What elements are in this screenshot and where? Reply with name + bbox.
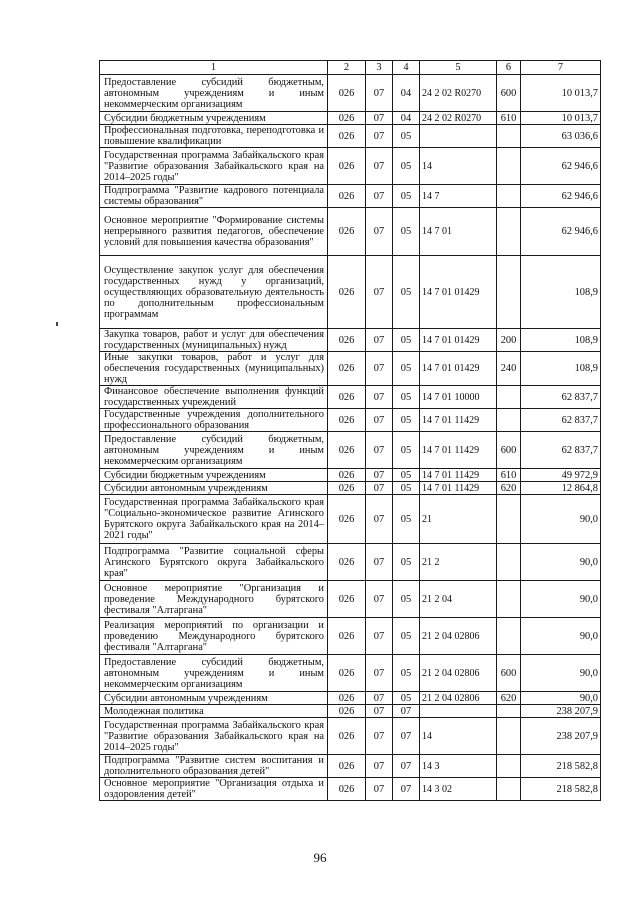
section-code: 07 [366, 581, 393, 618]
subsection-code: 05 [393, 352, 420, 386]
subsection-code: 05 [393, 185, 420, 208]
subsection-code: 05 [393, 495, 420, 544]
table-row [100, 618, 601, 655]
row-name: Государственные учреждения дополнительного профессионального образования [100, 409, 328, 432]
expense-type-code: 240 [497, 352, 521, 386]
expense-type-code: 620 [497, 692, 521, 705]
target-article-code: 14 [420, 718, 497, 755]
row-name: Предоставление субсидий бюджетным, автономным учреждениям и иным некоммерческим организациям [100, 75, 328, 112]
table-row [100, 778, 601, 801]
ved-code: 026 [328, 208, 366, 256]
row-name: Реализация мероприятий по организации и проведению Международного бурятского фестиваля "Алтаргана" [100, 618, 328, 655]
row-name: Финансовое обеспечение выполнения функций государственных учреждений [100, 386, 328, 409]
target-article-code: 14 [420, 148, 497, 185]
expense-type-code [497, 148, 521, 185]
subsection-code: 05 [393, 655, 420, 692]
ved-code: 026 [328, 432, 366, 469]
table-row [100, 208, 601, 256]
expense-type-code [497, 386, 521, 409]
table-row [100, 432, 601, 469]
subsection-code: 05 [393, 482, 420, 495]
ved-code: 026 [328, 544, 366, 581]
subsection-code: 04 [393, 75, 420, 112]
ved-code: 026 [328, 778, 366, 801]
table-row [100, 692, 601, 705]
expense-type-code: 610 [497, 469, 521, 482]
amount: 90,0 [521, 655, 601, 692]
subsection-code: 05 [393, 581, 420, 618]
ved-code: 026 [328, 112, 366, 125]
table-row [100, 581, 601, 618]
table-header-row [100, 61, 601, 75]
ved-code: 026 [328, 495, 366, 544]
table-row [100, 655, 601, 692]
target-article-code: 21 2 04 02806 [420, 655, 497, 692]
section-code: 07 [366, 469, 393, 482]
row-name: Субсидии автономным учреждениям [100, 482, 328, 495]
target-article-code: 21 [420, 495, 497, 544]
target-article-code: 14 7 01 [420, 208, 497, 256]
row-name: Субсидии бюджетным учреждениям [100, 469, 328, 482]
amount: 218 582,8 [521, 755, 601, 778]
expense-type-code: 600 [497, 75, 521, 112]
row-name: Подпрограмма "Развитие систем воспитания и дополнительного образования детей" [100, 755, 328, 778]
subsection-code: 05 [393, 692, 420, 705]
expense-type-code: 200 [497, 329, 521, 352]
row-name: Субсидии автономным учреждениям [100, 692, 328, 705]
section-code: 07 [366, 352, 393, 386]
row-name: Основное мероприятие "Организация и проведение Международного бурятского фестиваля "Алтаргана" [100, 581, 328, 618]
budget-table [99, 60, 601, 801]
target-article-code: 24 2 02 R0270 [420, 75, 497, 112]
amount: 62 946,6 [521, 148, 601, 185]
table-row [100, 148, 601, 185]
ved-code: 026 [328, 185, 366, 208]
subsection-code: 05 [393, 148, 420, 185]
table-row [100, 718, 601, 755]
section-code: 07 [366, 705, 393, 718]
expense-type-code: 600 [497, 432, 521, 469]
ved-code: 026 [328, 469, 366, 482]
ved-code: 026 [328, 618, 366, 655]
subsection-code: 05 [393, 256, 420, 329]
amount: 108,9 [521, 352, 601, 386]
section-code: 07 [366, 185, 393, 208]
target-article-code: 14 7 01 10000 [420, 386, 497, 409]
expense-type-code [497, 778, 521, 801]
expense-type-code [497, 544, 521, 581]
table-row [100, 705, 601, 718]
section-code: 07 [366, 544, 393, 581]
section-code: 07 [366, 409, 393, 432]
table-row [100, 755, 601, 778]
table-row [100, 329, 601, 352]
amount: 238 207,9 [521, 718, 601, 755]
section-code: 07 [366, 112, 393, 125]
row-name: Закупка товаров, работ и услуг для обеспечения государственных (муниципальных) нужд [100, 329, 328, 352]
scan-mark [56, 322, 58, 326]
section-code: 07 [366, 482, 393, 495]
target-article-code: 14 7 01 01429 [420, 352, 497, 386]
row-name: Подпрограмма "Развитие социальной сферы Агинского Бурятского округа Забайкальского края" [100, 544, 328, 581]
target-article-code: 14 7 [420, 185, 497, 208]
row-name: Государственная программа Забайкальского края "Развитие образования Забайкальского края на 2014–2025 годы" [100, 718, 328, 755]
row-name: Молодежная политика [100, 705, 328, 718]
subsection-code: 05 [393, 409, 420, 432]
target-article-code: 21 2 04 02806 [420, 692, 497, 705]
row-name: Профессиональная подготовка, переподготовка и повышение квалификации [100, 125, 328, 148]
row-name: Государственная программа Забайкальского края "Развитие образования Забайкальского края на 2014–2025 годы" [100, 148, 328, 185]
amount: 62 837,7 [521, 409, 601, 432]
amount: 62 837,7 [521, 432, 601, 469]
table-row [100, 256, 601, 329]
column-header: 7 [521, 61, 601, 75]
expense-type-code [497, 256, 521, 329]
amount: 10 013,7 [521, 75, 601, 112]
expense-type-code [497, 125, 521, 148]
table-row [100, 544, 601, 581]
target-article-code: 14 7 01 01429 [420, 256, 497, 329]
subsection-code: 07 [393, 755, 420, 778]
table-row [100, 125, 601, 148]
row-name: Субсидии бюджетным учреждениям [100, 112, 328, 125]
table-row [100, 469, 601, 482]
subsection-code: 05 [393, 386, 420, 409]
section-code: 07 [366, 778, 393, 801]
section-code: 07 [366, 148, 393, 185]
subsection-code: 05 [393, 432, 420, 469]
target-article-code [420, 125, 497, 148]
subsection-code: 07 [393, 718, 420, 755]
section-code: 07 [366, 618, 393, 655]
subsection-code: 07 [393, 705, 420, 718]
section-code: 07 [366, 125, 393, 148]
section-code: 07 [366, 718, 393, 755]
ved-code: 026 [328, 329, 366, 352]
amount: 63 036,6 [521, 125, 601, 148]
amount: 238 207,9 [521, 705, 601, 718]
expense-type-code [497, 755, 521, 778]
target-article-code [420, 705, 497, 718]
row-name: Основное мероприятие "Организация отдыха и оздоровления детей" [100, 778, 328, 801]
ved-code: 026 [328, 718, 366, 755]
target-article-code: 24 2 02 R0270 [420, 112, 497, 125]
target-article-code: 21 2 04 [420, 581, 497, 618]
target-article-code: 14 3 [420, 755, 497, 778]
ved-code: 026 [328, 386, 366, 409]
amount: 90,0 [521, 692, 601, 705]
target-article-code: 14 7 01 11429 [420, 469, 497, 482]
subsection-code: 07 [393, 778, 420, 801]
table-body [100, 75, 601, 801]
expense-type-code: 620 [497, 482, 521, 495]
section-code: 07 [366, 329, 393, 352]
section-code: 07 [366, 692, 393, 705]
ved-code: 026 [328, 352, 366, 386]
row-name: Подпрограмма "Развитие кадрового потенциала системы образования" [100, 185, 328, 208]
amount: 108,9 [521, 329, 601, 352]
row-name: Иные закупки товаров, работ и услуг для обеспечения государственных (муниципальных) нужд [100, 352, 328, 386]
subsection-code: 05 [393, 125, 420, 148]
expense-type-code [497, 208, 521, 256]
expense-type-code [497, 705, 521, 718]
subsection-code: 05 [393, 208, 420, 256]
column-header: 1 [100, 61, 328, 75]
amount: 218 582,8 [521, 778, 601, 801]
table-row [100, 386, 601, 409]
row-name: Предоставление субсидий бюджетным, автономным учреждениям и иным некоммерческим организациям [100, 432, 328, 469]
column-header: 4 [393, 61, 420, 75]
ved-code: 026 [328, 581, 366, 618]
target-article-code: 14 7 01 11429 [420, 409, 497, 432]
section-code: 07 [366, 208, 393, 256]
amount: 90,0 [521, 618, 601, 655]
amount: 108,9 [521, 256, 601, 329]
amount: 49 972,9 [521, 469, 601, 482]
amount: 62 946,6 [521, 185, 601, 208]
target-article-code: 14 7 01 11429 [420, 482, 497, 495]
amount: 12 864,8 [521, 482, 601, 495]
section-code: 07 [366, 755, 393, 778]
ved-code: 026 [328, 256, 366, 329]
ved-code: 026 [328, 655, 366, 692]
row-name: Государственная программа Забайкальского края "Социально-экономическое развитие Агинского Бурятского округа Забайкальского края на 2014–2021 годы" [100, 495, 328, 544]
table-row [100, 482, 601, 495]
amount: 90,0 [521, 581, 601, 618]
ved-code: 026 [328, 409, 366, 432]
table-row [100, 352, 601, 386]
ved-code: 026 [328, 75, 366, 112]
table-row [100, 495, 601, 544]
subsection-code: 04 [393, 112, 420, 125]
column-header: 6 [497, 61, 521, 75]
target-article-code: 14 3 02 [420, 778, 497, 801]
expense-type-code [497, 718, 521, 755]
subsection-code: 05 [393, 329, 420, 352]
section-code: 07 [366, 386, 393, 409]
table-row [100, 409, 601, 432]
ved-code: 026 [328, 692, 366, 705]
target-article-code: 14 7 01 11429 [420, 432, 497, 469]
ved-code: 026 [328, 755, 366, 778]
expense-type-code [497, 581, 521, 618]
section-code: 07 [366, 432, 393, 469]
amount: 10 013,7 [521, 112, 601, 125]
row-name: Основное мероприятие "Формирование системы непрерывного развития педагогов, обеспечение условий для повышения качества образования" [100, 208, 328, 256]
section-code: 07 [366, 495, 393, 544]
section-code: 07 [366, 655, 393, 692]
amount: 62 837,7 [521, 386, 601, 409]
subsection-code: 05 [393, 618, 420, 655]
ved-code: 026 [328, 148, 366, 185]
ved-code: 026 [328, 125, 366, 148]
expense-type-code [497, 495, 521, 544]
column-header: 3 [366, 61, 393, 75]
table-row [100, 112, 601, 125]
section-code: 07 [366, 75, 393, 112]
expense-type-code: 600 [497, 655, 521, 692]
subsection-code: 05 [393, 544, 420, 581]
row-name: Осуществление закупок услуг для обеспечения государственных нужд у организаций, осуществляющих образовательную деятельность по дополнительным профессиональным программам [100, 256, 328, 329]
section-code: 07 [366, 256, 393, 329]
amount: 90,0 [521, 495, 601, 544]
table-row [100, 75, 601, 112]
page-number: 96 [313, 850, 327, 865]
ved-code: 026 [328, 482, 366, 495]
column-header: 5 [420, 61, 497, 75]
amount: 90,0 [521, 544, 601, 581]
row-name: Предоставление субсидий бюджетным, автономным учреждениям и иным некоммерческим организациям [100, 655, 328, 692]
target-article-code: 14 7 01 01429 [420, 329, 497, 352]
column-header: 2 [328, 61, 366, 75]
subsection-code: 05 [393, 469, 420, 482]
amount: 62 946,6 [521, 208, 601, 256]
table-row [100, 185, 601, 208]
target-article-code: 21 2 [420, 544, 497, 581]
target-article-code: 21 2 04 02806 [420, 618, 497, 655]
expense-type-code [497, 185, 521, 208]
expense-type-code [497, 618, 521, 655]
expense-type-code [497, 409, 521, 432]
ved-code: 026 [328, 705, 366, 718]
expense-type-code: 610 [497, 112, 521, 125]
